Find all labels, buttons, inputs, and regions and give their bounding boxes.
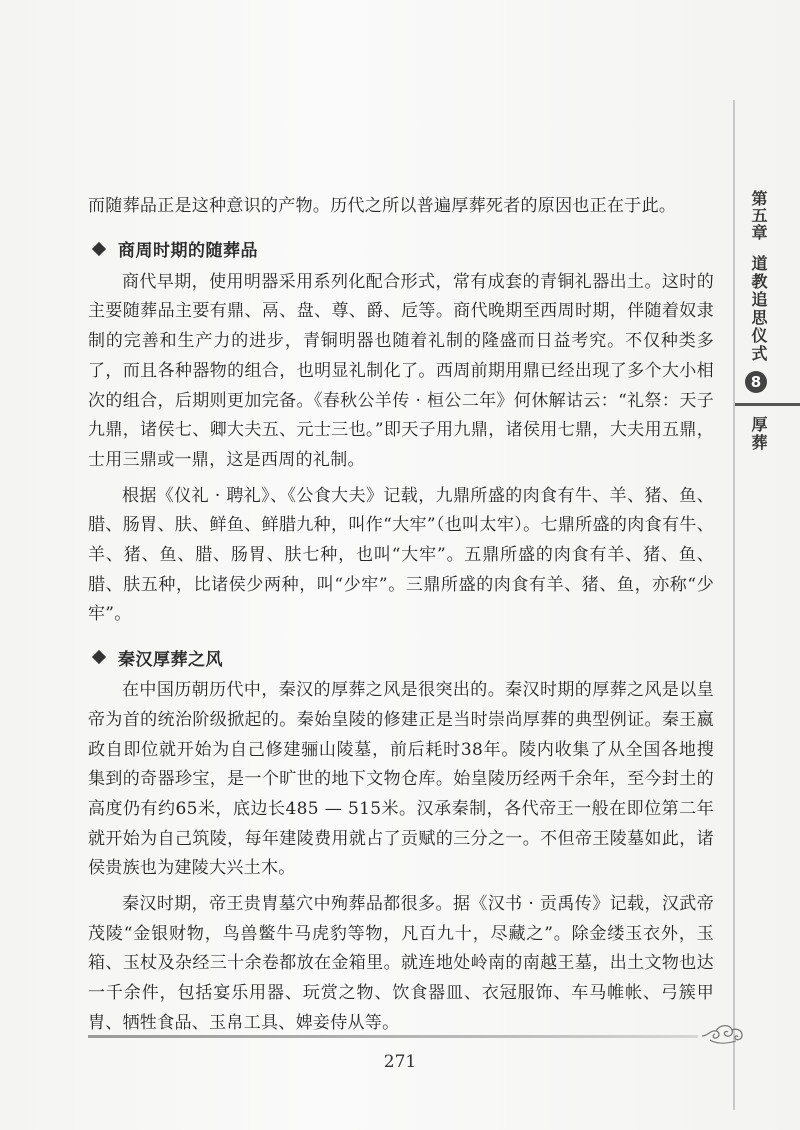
paragraph-qinhan-tombs: 秦汉时期，帝王贵胄墓穴中殉葬品都很多。据《汉书 · 贡禹传》记载，汉武帝茂陵“金银财物，鸟兽鳖牛马虎豹等物，凡百九十，尽藏之”。除金缕玉衣外，玉箱、玉杖及杂经三十余卷都放在金箱里。就连地处岭南的南越王墓，出土文物也达一千余件，包括宴乐用器、玩赏之物、饮食器皿、衣冠服饰、车马帷帐、弓簇甲胄、牺牲食品、玉帛工具、婢妾侍从等。	[88, 894, 714, 1033]
side-tab-rule	[735, 403, 800, 406]
chapter-label: 第五章	[749, 190, 768, 241]
paragraph-continuation: 而随葬品正是这种意识的产物。历代之所以普遍厚葬死者的原因也正在于此。	[88, 196, 677, 216]
cloud-ornament-icon	[700, 1020, 746, 1048]
chapter-title: 道教追思仪式	[749, 255, 768, 363]
main-text-column	[88, 192, 714, 1039]
section-heading-qinhan	[88, 642, 714, 672]
chapter-number-badge: 8	[745, 371, 767, 393]
section-heading-text: 秦汉厚葬之风	[118, 649, 223, 670]
page-number: 271	[383, 1052, 417, 1072]
paragraph-ding-records: 根据《仪礼 · 聘礼》、《公食大夫》记载，九鼎所盛的肉食有牛、羊、猪、鱼、腊、肠胃、肤、鲜鱼、鲜腊九种，叫作“大牢”（也叫太牢）。七鼎所盛的肉食有牛、羊、猪、鱼、腊、肠胃、肤七种，也叫“大牢”。五鼎所盛的肉食有羊、猪、鱼、腊、肤五种，比诸侯少两种，叫“少牢”。三鼎所盛的肉食有羊、猪、鱼，亦称“少牢”。	[88, 485, 714, 625]
paragraph-shang-period: 商代早期，使用明器采用系列化配合形式，常有成套的青铜礼器出土。这时的主要随葬品主要有鼎、鬲、盘、尊、爵、卮等。商代晚期至西周时期，伴随着奴隶制的完善和生产力的进步，青铜明器也随着礼制的隆盛而日益考究。不仅种类多了，而且各种器物的组合，也明显礼制化了。西周前期用鼎已经出现了多个大小相次的组合，后期则更加完备。《春秋公羊传 · 桓公二年》何休解诂云：“礼祭：天子九鼎，诸侯七、卿大夫五、元士三也。”即天子用九鼎，诸侯用七鼎，大夫用五鼎，士用三鼎或一鼎，这是西周的礼制。	[88, 271, 714, 470]
diamond-bullet-icon	[92, 242, 106, 256]
chapter-side-tab	[735, 190, 800, 452]
section-heading-shangzhou	[88, 234, 714, 264]
diamond-bullet-icon	[92, 650, 106, 664]
footer-rule	[88, 1035, 698, 1038]
section-label: 厚葬	[749, 416, 768, 452]
paragraph-qinhan-burial: 在中国历朝历代中，秦汉的厚葬之风是很突出的。秦汉时期的厚葬之风是以皇帝为首的统治阶级掀起的。秦始皇陵的修建正是当时崇尚厚葬的典型例证。秦王嬴政自即位就开始为自己修建骊山陵墓，前后耗时38年。陵内收集了从全国各地搜集到的奇器珍宝，是一个旷世的地下文物仓库。始皇陵历经两千余年，至今封土的高度仍有约65米，底边长485 — 515米。汉承秦制，各代帝王一般在即位第二年就开始为自己筑陵，每年建陵费用就占了贡赋的三分之一。不但帝王陵墓如此，诸侯贵族也为建陵大兴土木。	[88, 680, 714, 879]
section-heading-text: 商周时期的随葬品	[118, 241, 258, 262]
